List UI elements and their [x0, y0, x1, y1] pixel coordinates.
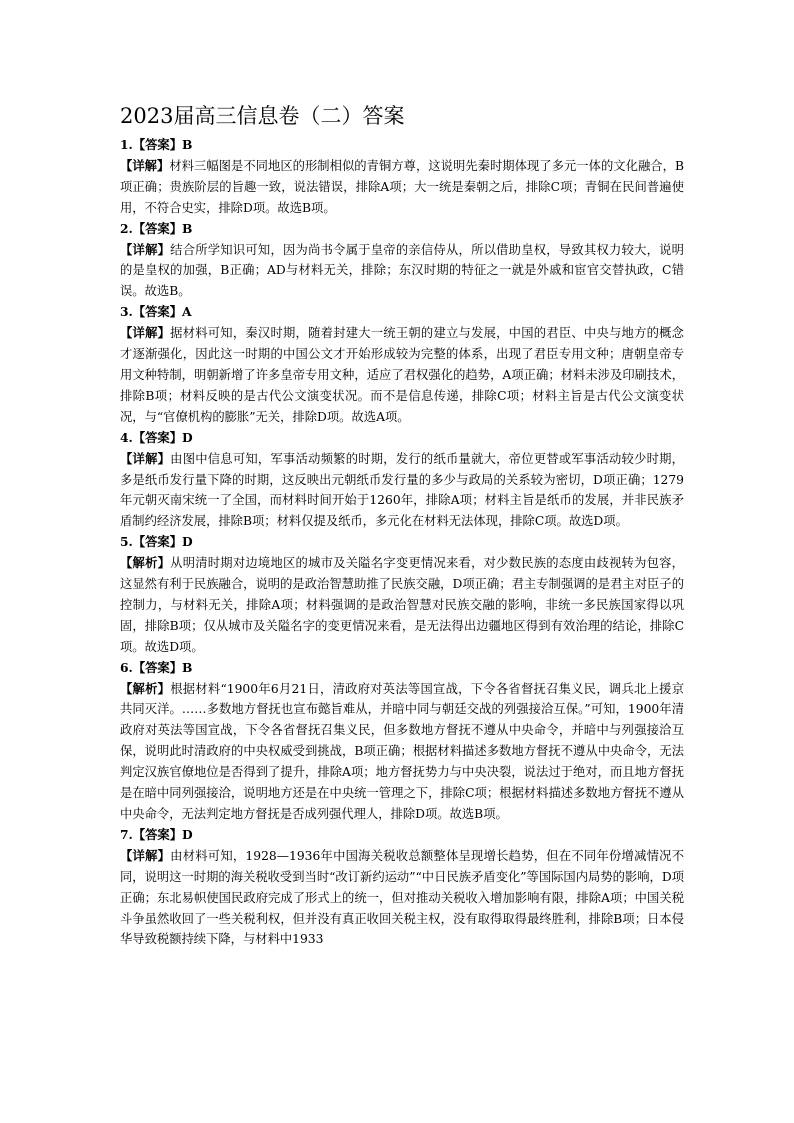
explanation-tag: 【详解】 — [120, 847, 171, 863]
explanation-tag: 【解析】 — [120, 680, 171, 696]
explanation-content: 从明清时期对边境地区的城市及关隘名字变更情况来看，对少数民族的态度由歧视转为包容，这显然有利于民族融合，说明的是政治智慧助推了民族交融，D项正确；君主专制强调的是君主对臣子的控制力，与材料无关，排除A项；材料强调的是政治智慧对民族交融的影响，非统一多民族国家得以巩固，排除B项；仅从城市及关隘名字的变更情况来看，是无法得出边疆地区得到有效治理的结论，排除C项。故选D项。 — [120, 556, 684, 654]
answer-item-5 — [120, 532, 684, 657]
explanation-tag: 【详解】 — [120, 241, 171, 257]
explanation-tag: 【详解】 — [120, 157, 170, 173]
explanation-tag: 【详解】 — [120, 450, 171, 466]
explanation-content: 由材料可知，1928—1936年中国海关税收总额整体呈现增长趋势，但在不同年份增减情况不同，说明这一时期的海关税收受到当时“改订新约运动”“中日民族矛盾变化”等国际国内局势的影响，D项正确；东北易帜使国民政府完成了形式上的统一，但对推动关税收入增加影响有限，排除A项；中国关税斗争虽然收回了一些关税利权，但并没有真正收回关税主权，没有取得取得最终胜利，排除B项；日本侵华导致税额持续下降，与材料中1933 — [120, 848, 684, 947]
answer-item-4 — [120, 428, 684, 533]
document-title: 2023届高三信息卷（二）答案 — [120, 104, 405, 128]
explanation-text — [120, 449, 684, 533]
explanation-content: 材料三幅图是不同地区的形制相似的青铜方尊，这说明先秦时期体现了多元一体的文化融合，B项正确；贵族阶层的旨趣一致，说法错误，排除A项；大一统是秦朝之后，排除C项；青铜在民间普遍使用，不符合史实，排除D项。故选B项。 — [120, 158, 684, 215]
answer-item-6 — [120, 658, 684, 825]
explanation-text — [120, 846, 684, 951]
answer-header: 1.【答案】B — [120, 137, 193, 152]
answer-document — [120, 101, 684, 950]
explanation-text — [120, 240, 684, 303]
explanation-text — [120, 323, 684, 428]
explanation-text — [120, 553, 684, 658]
explanation-content: 结合所学知识可知，因为尚书令属于皇帝的亲信侍从，所以借助皇权，导致其权力较大，说明的是皇权的加强，B正确；AD与材料无关，排除；东汉时期的特征之一就是外戚和宦官交替执政，C错误。故选B。 — [120, 242, 684, 299]
explanation-text — [120, 679, 684, 825]
explanation-content: 据材料可知，秦汉时期，随着封建大一统王朝的建立与发展，中国的君臣、中央与地方的概念才逐渐强化，因此这一时期的中国公文才开始形成较为完整的体系，出现了君臣专用文种；唐朝皇帝专用文种特制，明朝新增了许多皇帝专用文种，适应了君权强化的趋势，A项正确；材料未涉及印刷技术，排除B项；材料反映的是古代公文演变状况。而不是信息传递，排除C项；材料主旨是古代公文演变状况，与“官僚机构的膨胀”无关，排除D项。故选A项。 — [120, 326, 684, 424]
answer-header: 7.【答案】D — [120, 826, 193, 842]
explanation-content: 根据材料“1900年6月21日，清政府对英法等国宣战，下令各省督抚召集义民，调兵北上援京共同灭洋。……多数地方督抚也宣布懿旨难从，并暗中同与朝廷交战的列强接洽互保。”可知，1900年清政府对英法等国宣战，下令各省督抚召集义民，但多数地方督抚不遵从中央命令，并暗中与列强接洽互保，说明此时清政府的中央权威受到挑战，B项正确；根据材料描述多数地方督抚不遵从中央命令，无法判定汉族官僚地位是否得到了提升，排除A项；地方督抚势力与中央决裂，说法过于绝对，而且地方督抚是在暗中同列强接洽，说明地方还是在中央统一管理之下，排除C项；根据材料描述多数地方督抚不遵从中央命令，无法判定地方督抚是否成列强代理人，排除D项。故选B项。 — [120, 681, 684, 821]
answer-item-2 — [120, 219, 684, 303]
explanation-content: 由图中信息可知，军事活动频繁的时期，发行的纸币量就大，帝位更替或军事活动较少时期，多是纸币发行量下降的时期，这反映出元朝纸币发行量的多少与政局的关系较为密切，D项正确；1279年元朝灭南宋统一了全国，而材料时间开始于1260年，排除A项；材料主旨是纸币的发展，并非民族矛盾制约经济发展，排除B项；材料仅提及纸币，多元化在材料无法体现，排除C项。故选D项。 — [120, 451, 684, 529]
answer-header: 4.【答案】D — [120, 429, 193, 445]
answer-item-7 — [120, 825, 684, 950]
answer-header: 6.【答案】B — [120, 659, 193, 675]
explanation-tag: 【解析】 — [120, 555, 171, 571]
answer-header: 2.【答案】B — [120, 220, 193, 236]
answer-header: 5.【答案】D — [120, 534, 193, 550]
answer-header: 3.【答案】A — [120, 304, 192, 320]
answer-item-3 — [120, 302, 684, 427]
answer-item-1 — [120, 135, 684, 219]
explanation-tag: 【详解】 — [120, 325, 171, 341]
explanation-text — [120, 156, 684, 219]
